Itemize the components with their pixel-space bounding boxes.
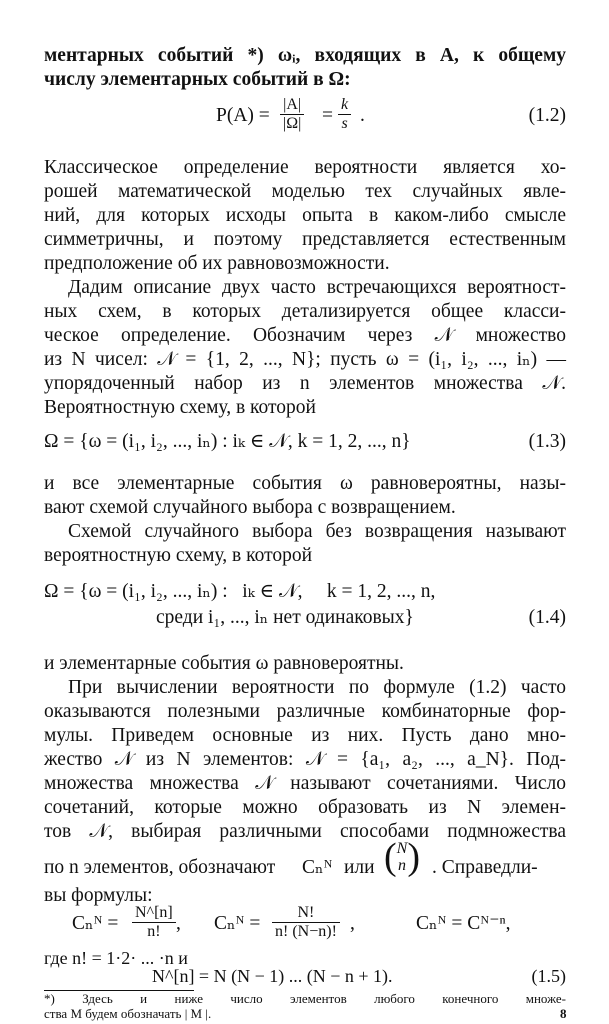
text-line: ческое определение. Обозначим через 𝒩 множество <box>44 325 566 346</box>
fraction-den: n! <box>147 923 161 940</box>
text-line: . Справедли- <box>432 857 538 878</box>
formula-eq: = <box>322 105 333 126</box>
text-line: и все элементарные события ω равновероятны, назы- <box>44 473 566 494</box>
text-line: ных схем, в которых детализируется общее класси- <box>44 301 566 322</box>
text-line: мулы. Приведем основные из них. Пусть дано мно- <box>44 725 566 746</box>
text-line: упорядоченный набор из n элементов множества 𝒩. <box>44 373 566 394</box>
formula-lhs: P(A) = <box>216 105 270 126</box>
text-line: оказываются полезными различные комбинаторные фор- <box>44 701 566 722</box>
combination-symbol: Cₙᴺ <box>302 857 333 878</box>
comma: , <box>350 913 355 934</box>
text-line: Вероятностную схему, в которой <box>44 397 316 418</box>
equation-number: (1.5) <box>531 966 566 986</box>
formula-1-4 <box>44 580 566 604</box>
text-line: рошей математической моделью тех случайных явле- <box>44 181 566 202</box>
text-line: где n! = 1·2· ... ·n и <box>44 948 188 968</box>
formula-combinations <box>44 904 566 948</box>
text-line: числу элементарных событий в Ω: <box>44 69 351 90</box>
footnote-line: *) Здесь и ниже число элементов любого конечного множе- <box>44 991 566 1006</box>
binomial: ( N n ) <box>384 836 420 878</box>
text-line: Дадим описание двух часто встречающихся вероятност- <box>68 277 566 298</box>
binom-top: N <box>396 840 408 857</box>
text-line: и элементарные события ω равновероятны. <box>44 653 404 674</box>
formula-line: Ω = {ω = (i₁, i₂, ..., iₙ) : iₖ ∈ 𝒩, k = 1, 2, ..., n, <box>44 581 436 602</box>
formula-text: N^[n] = N (N − 1) ... (N − n + 1). <box>152 966 393 986</box>
formula-line: среди i₁, ..., iₙ нет одинаковых} <box>156 607 414 628</box>
equation-number: (1.2) <box>528 105 566 126</box>
fraction-den: n! (N−n)! <box>275 923 337 940</box>
fraction-den: |Ω| <box>283 115 302 132</box>
page-number: 8 <box>560 1006 567 1021</box>
text-line: вают схемой случайного выбора с возвращением. <box>44 497 456 518</box>
footnote-line: ства M будем обозначать | M |. <box>44 1006 212 1021</box>
text-line: ний, для которых исходы опыта в каком-либо смысле <box>44 205 566 226</box>
formula-lhs: Cₙᴺ = <box>214 913 261 934</box>
formula-1-2: P(A) = $\frac{|A|}{|\Omega|}$ = $\frac{k}{s}$ . (1.2) <box>216 96 566 132</box>
fraction <box>132 904 176 941</box>
fraction-num: N! <box>272 904 340 923</box>
text-line: Схемой случайного выбора без возвращения называют <box>68 521 566 542</box>
equation-number: (1.4) <box>528 607 566 628</box>
text-line: предположение об их равновозможности. <box>44 253 390 274</box>
text-line: множества множества 𝒩 называют сочетаниями. Число <box>44 773 566 794</box>
text-line: вероятностную схему, в которой <box>44 545 313 566</box>
fraction-num: k <box>338 96 351 115</box>
text-line: При вычислении вероятности по формуле (1.2) часто <box>68 677 566 698</box>
fraction <box>272 904 340 941</box>
text-line: вы формулы: <box>44 885 153 906</box>
fraction-num: |A| <box>280 96 304 115</box>
text-line: сочетаний, которые можно образовать из N элемен- <box>44 797 566 818</box>
formula-text: Ω = {ω = (i₁, i₂, ..., iₙ) : iₖ ∈ 𝒩, k = 1, 2, ..., n} <box>44 431 411 452</box>
text-line: симметричны, и поэтому представляется естественным <box>44 229 566 250</box>
binom-bottom: n <box>397 857 406 874</box>
fraction-num: N^[n] <box>132 904 176 923</box>
text-line: ментарных событий *) ωᵢ, входящих в A, к общему <box>44 45 566 66</box>
text-line: по n элементов, обозначают <box>44 857 276 878</box>
fraction <box>280 96 304 133</box>
formula-lhs: Cₙᴺ = <box>72 913 119 934</box>
fraction-den: s <box>341 115 348 132</box>
text-line: из N чисел: 𝒩 = {1, 2, ..., N}; пусть ω = (i₁, i₂, ..., iₙ) — <box>44 349 566 370</box>
text-line: Классическое определение вероятности является хо- <box>44 157 566 178</box>
formula-1-3 <box>44 430 566 454</box>
text-or: или <box>344 857 375 878</box>
comma: , <box>176 913 181 934</box>
fraction <box>338 96 351 133</box>
formula-c3: Cₙᴺ = Cᴺ⁻ⁿ, <box>416 913 511 934</box>
text-line: тов 𝒩, выбирая различными способами подмножества <box>44 821 566 842</box>
text-line: жество 𝒩 из N элементов: 𝒩 = {a₁, a₂, ..., a_N}. Под- <box>44 749 566 770</box>
equation-number: (1.3) <box>528 431 566 452</box>
